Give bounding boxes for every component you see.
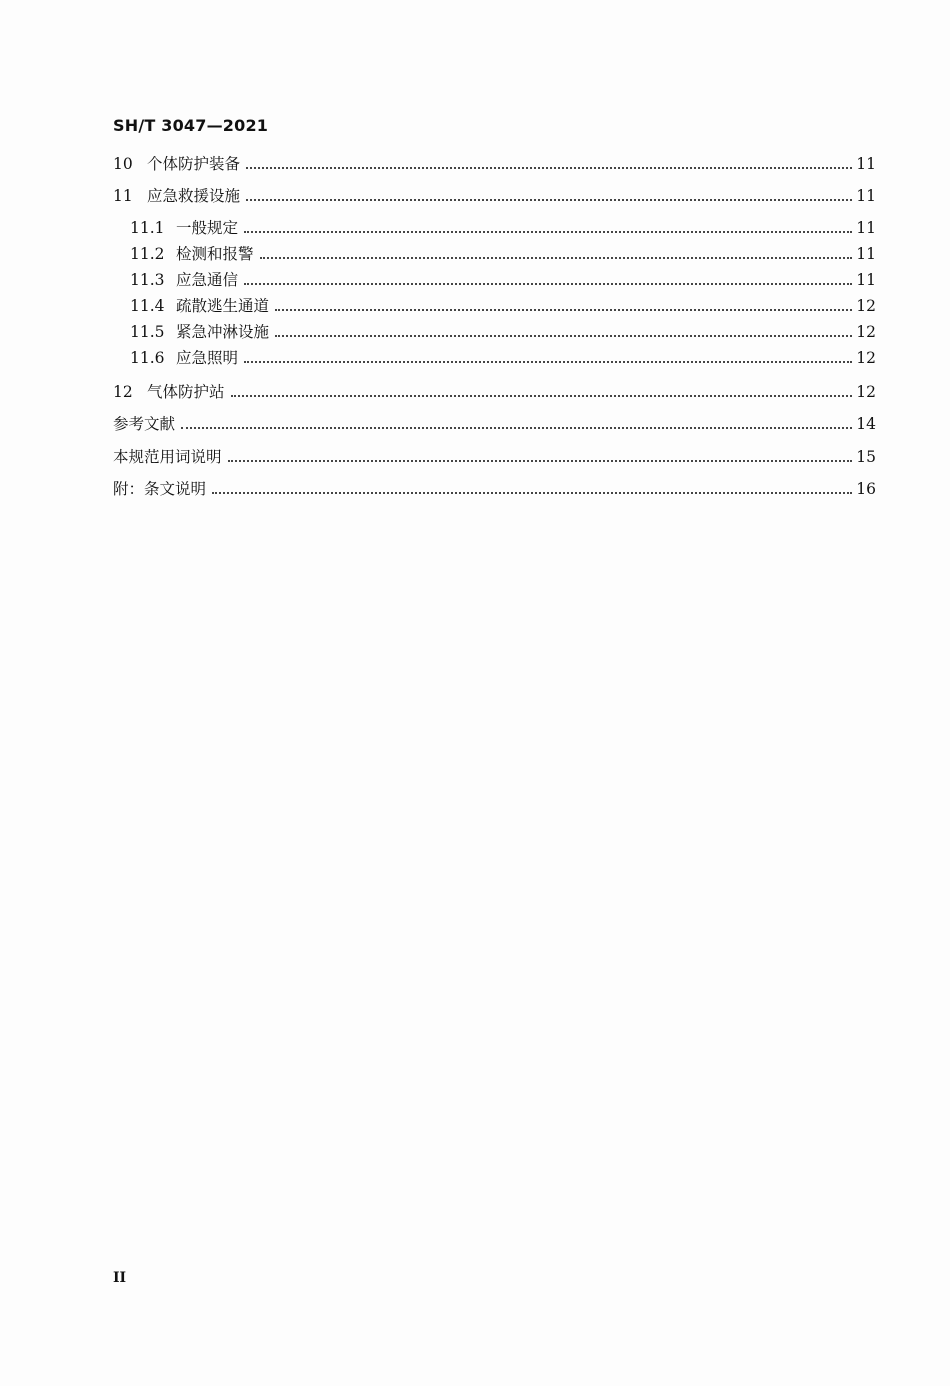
toc-entry[interactable] bbox=[113, 150, 876, 174]
page-number-footer: II bbox=[113, 1270, 127, 1286]
toc-page: 14 bbox=[856, 415, 876, 433]
toc-title: 应急救援设施 bbox=[147, 187, 241, 205]
toc-leader bbox=[228, 459, 853, 462]
toc-leader bbox=[246, 198, 852, 201]
toc-page: 12 bbox=[856, 383, 876, 401]
toc-entry[interactable] bbox=[113, 475, 876, 499]
toc-number: 10 bbox=[113, 155, 133, 173]
toc-leader bbox=[260, 256, 853, 259]
toc-number: 11.3 bbox=[130, 271, 165, 289]
toc-leader bbox=[244, 230, 852, 233]
toc-number: 11 bbox=[113, 187, 133, 205]
toc-entry[interactable] bbox=[130, 318, 876, 342]
toc-entry[interactable] bbox=[130, 240, 876, 264]
toc-page: 15 bbox=[856, 448, 876, 466]
toc-entry[interactable] bbox=[130, 292, 876, 316]
toc-entry[interactable] bbox=[113, 182, 876, 206]
toc-number: 12 bbox=[113, 383, 133, 401]
toc-title: 附：条文说明 bbox=[113, 480, 207, 498]
toc-title: 紧急冲淋设施 bbox=[176, 323, 270, 341]
toc-title: 应急通信 bbox=[176, 271, 239, 289]
toc-number: 11.1 bbox=[130, 219, 165, 237]
toc-leader bbox=[275, 308, 852, 311]
toc-title: 应急照明 bbox=[176, 349, 239, 367]
toc-leader bbox=[181, 426, 852, 429]
toc-leader bbox=[275, 334, 852, 337]
standard-header: SH/T 3047—2021 bbox=[113, 116, 269, 135]
toc-page: 12 bbox=[856, 349, 876, 367]
toc-page: 11 bbox=[856, 187, 876, 205]
toc-number: 11.4 bbox=[130, 297, 165, 315]
toc-leader bbox=[231, 394, 853, 397]
toc-entry[interactable] bbox=[113, 443, 876, 467]
toc-entry[interactable] bbox=[130, 214, 876, 238]
toc-title: 个体防护装备 bbox=[147, 155, 241, 173]
toc-number: 11.2 bbox=[130, 245, 165, 263]
toc-page: 12 bbox=[856, 297, 876, 315]
toc-leader bbox=[212, 491, 852, 494]
toc-title: 气体防护站 bbox=[147, 383, 225, 401]
toc-number: 11.6 bbox=[130, 349, 165, 367]
toc-title: 疏散逃生通道 bbox=[176, 297, 270, 315]
toc-entry[interactable] bbox=[130, 344, 876, 368]
toc-page: 16 bbox=[856, 480, 876, 498]
toc-page: 11 bbox=[856, 271, 876, 289]
toc-entry[interactable] bbox=[113, 410, 876, 434]
toc-entry[interactable] bbox=[113, 378, 876, 402]
toc-page: 12 bbox=[856, 323, 876, 341]
toc-leader bbox=[244, 282, 852, 285]
toc-page: 11 bbox=[856, 155, 876, 173]
toc-title: 检测和报警 bbox=[176, 245, 254, 263]
toc-title: 本规范用词说明 bbox=[113, 448, 222, 466]
toc-title: 参考文献 bbox=[113, 415, 176, 433]
toc-page: 11 bbox=[856, 219, 876, 237]
toc-page: 11 bbox=[856, 245, 876, 263]
toc-number: 11.5 bbox=[130, 323, 165, 341]
toc-entry[interactable] bbox=[130, 266, 876, 290]
toc-leader bbox=[246, 166, 852, 169]
toc-title: 一般规定 bbox=[176, 219, 239, 237]
toc-leader bbox=[244, 360, 852, 363]
